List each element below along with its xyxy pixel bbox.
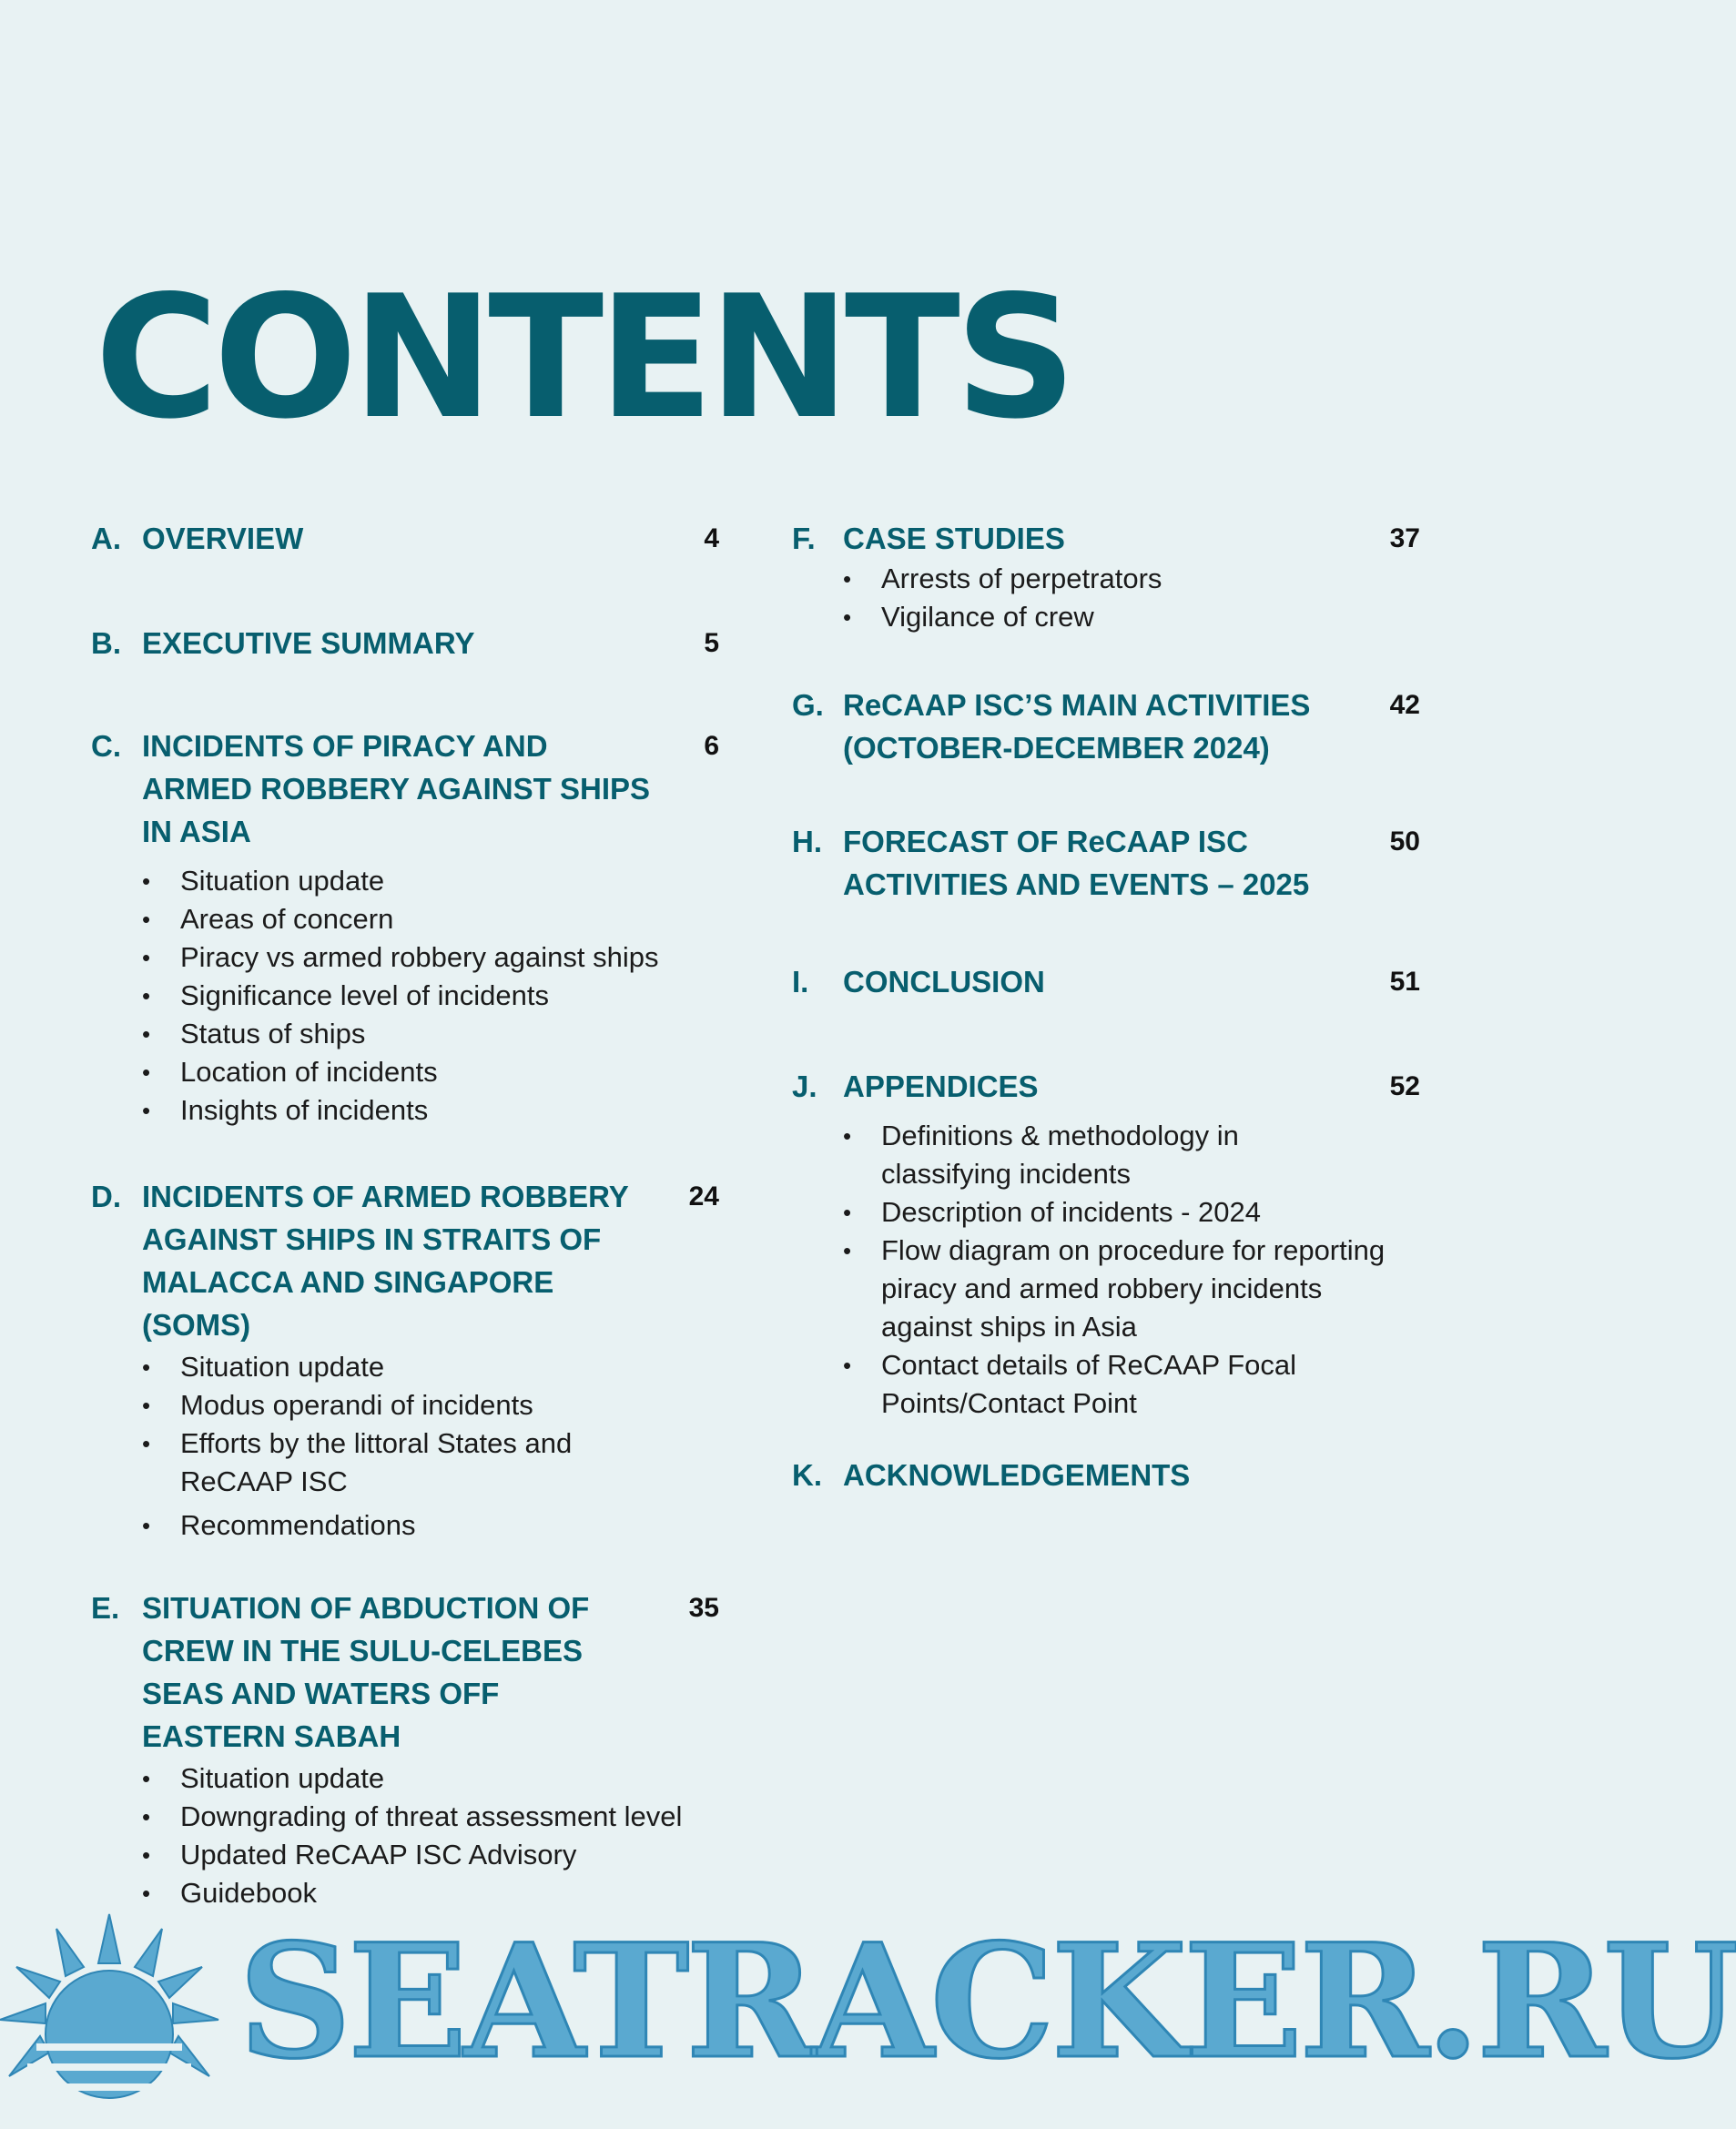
section-letter: C.	[91, 729, 121, 763]
bullet-icon: •	[142, 906, 151, 933]
section-title: FORECAST OF ReCAAP ISC ACTIVITIES AND EVENTS – 2025	[843, 825, 1310, 901]
section-page-number: 24	[688, 1181, 719, 1212]
section-letter: E.	[91, 1591, 120, 1625]
bullet-icon: •	[142, 1880, 151, 1907]
watermark-text: SEATRACKER.RU	[239, 1909, 1736, 2094]
list-item: • Description of incidents - 2024	[843, 1193, 1318, 1232]
bullet-icon: •	[142, 1059, 151, 1086]
section-subitems	[91, 1348, 719, 1545]
list-item: • Situation update	[142, 1348, 719, 1386]
toc-section-d[interactable]	[91, 1175, 719, 1545]
section-letter: J.	[792, 1070, 817, 1103]
bullet-icon: •	[142, 1353, 151, 1381]
list-item: • Contact details of ReCAAP Focal Points/Contact Point	[843, 1346, 1355, 1423]
list-item: • Downgrading of threat assessment level	[142, 1798, 719, 1836]
section-page-number: 42	[1389, 690, 1420, 720]
list-item: • Efforts by the littoral States and ReCAAP ISC	[142, 1424, 635, 1501]
page-title: CONTENTS	[95, 259, 1071, 456]
list-item: • Definitions & methodology in classifying incidents	[843, 1117, 1318, 1193]
section-title: EXECUTIVE SUMMARY	[142, 626, 475, 660]
section-title: APPENDICES	[843, 1070, 1039, 1103]
section-title: ACKNOWLEDGEMENTS	[843, 1458, 1191, 1492]
section-page-number: 6	[704, 731, 719, 761]
bullet-icon: •	[142, 1841, 151, 1869]
bullet-icon: •	[142, 982, 151, 1009]
list-item: • Guidebook	[142, 1874, 719, 1912]
toc-section-k[interactable]	[792, 1454, 1420, 1496]
bullet-icon: •	[142, 1392, 151, 1419]
section-subitems	[792, 560, 1420, 636]
sun-logo-icon	[0, 1907, 228, 2129]
section-title: CONCLUSION	[843, 965, 1045, 999]
list-item: • Updated ReCAAP ISC Advisory	[142, 1836, 719, 1874]
list-item: • Status of ships	[142, 1015, 719, 1053]
toc-section-f[interactable]	[792, 517, 1420, 636]
list-item: • Insights of incidents	[142, 1091, 719, 1130]
bullet-icon: •	[142, 1020, 151, 1048]
section-subitems	[91, 862, 719, 1130]
list-item: • Situation update	[142, 862, 719, 900]
list-item: • Modus operandi of incidents	[142, 1386, 719, 1424]
contents-right-column	[792, 517, 1420, 1496]
contents-left-column	[91, 517, 719, 1912]
list-item: • Situation update	[142, 1759, 719, 1798]
section-title: INCIDENTS OF ARMED ROBBERY AGAINST SHIPS IN STRAITS OF MALACCA AND SINGAPORE (SOMS)	[142, 1180, 629, 1342]
list-item: • Vigilance of crew	[843, 598, 1420, 636]
section-title: CASE STUDIES	[843, 522, 1065, 555]
section-subitems	[91, 1759, 719, 1912]
list-item: • Areas of concern	[142, 900, 719, 938]
section-page-number: 37	[1389, 523, 1420, 553]
list-item: • Flow diagram on procedure for reporting piracy and armed robbery incidents against ships in Asia	[843, 1232, 1391, 1346]
list-item: • Arrests of perpetrators	[843, 560, 1420, 598]
section-page-number: 5	[704, 628, 719, 658]
section-letter: I.	[792, 965, 809, 999]
bullet-icon: •	[843, 603, 852, 631]
bullet-icon: •	[843, 1122, 852, 1150]
toc-section-g[interactable]	[792, 684, 1420, 769]
section-letter: F.	[792, 522, 816, 555]
section-page-number: 50	[1389, 826, 1420, 857]
bullet-icon: •	[142, 1803, 151, 1830]
section-letter: B.	[91, 626, 121, 660]
list-item: • Piracy vs armed robbery against ships	[142, 938, 719, 977]
bullet-icon: •	[843, 1237, 852, 1264]
bullet-icon: •	[142, 867, 151, 895]
section-letter: D.	[91, 1180, 121, 1213]
section-letter: K.	[792, 1458, 822, 1492]
bullet-icon: •	[843, 1352, 852, 1379]
section-title: SITUATION OF ABDUCTION OF CREW IN THE SULU-CELEBES SEAS AND WATERS OFF EASTERN SABAH	[142, 1591, 590, 1753]
bullet-icon: •	[843, 1199, 852, 1226]
bullet-icon: •	[142, 1765, 151, 1792]
section-letter: G.	[792, 688, 824, 722]
toc-section-a[interactable]	[91, 517, 719, 560]
toc-section-i[interactable]	[792, 960, 1420, 1003]
section-page-number: 35	[688, 1593, 719, 1623]
toc-section-c[interactable]	[91, 725, 719, 1130]
section-page-number: 52	[1389, 1071, 1420, 1101]
toc-section-j[interactable]	[792, 1065, 1420, 1423]
section-page-number: 51	[1389, 967, 1420, 997]
section-page-number: 4	[704, 523, 719, 553]
bullet-icon: •	[142, 1430, 151, 1457]
section-subitems	[792, 1117, 1420, 1423]
toc-section-e[interactable]	[91, 1587, 719, 1912]
section-title: ReCAAP ISC’S MAIN ACTIVITIES (OCTOBER-DECEMBER 2024)	[843, 688, 1311, 765]
section-title: INCIDENTS OF PIRACY AND ARMED ROBBERY AGAINST SHIPS IN ASIA	[142, 729, 651, 848]
watermark	[0, 1907, 1736, 2129]
section-letter: A.	[91, 522, 121, 555]
toc-section-b[interactable]	[91, 622, 719, 664]
list-item: • Recommendations	[142, 1506, 719, 1545]
list-item: • Significance level of incidents	[142, 977, 719, 1015]
bullet-icon: •	[142, 944, 151, 971]
toc-section-h[interactable]	[792, 820, 1420, 906]
section-letter: H.	[792, 825, 822, 858]
bullet-icon: •	[843, 565, 852, 593]
bullet-icon: •	[142, 1512, 151, 1539]
bullet-icon: •	[142, 1097, 151, 1124]
section-title: OVERVIEW	[142, 522, 304, 555]
list-item: • Location of incidents	[142, 1053, 719, 1091]
